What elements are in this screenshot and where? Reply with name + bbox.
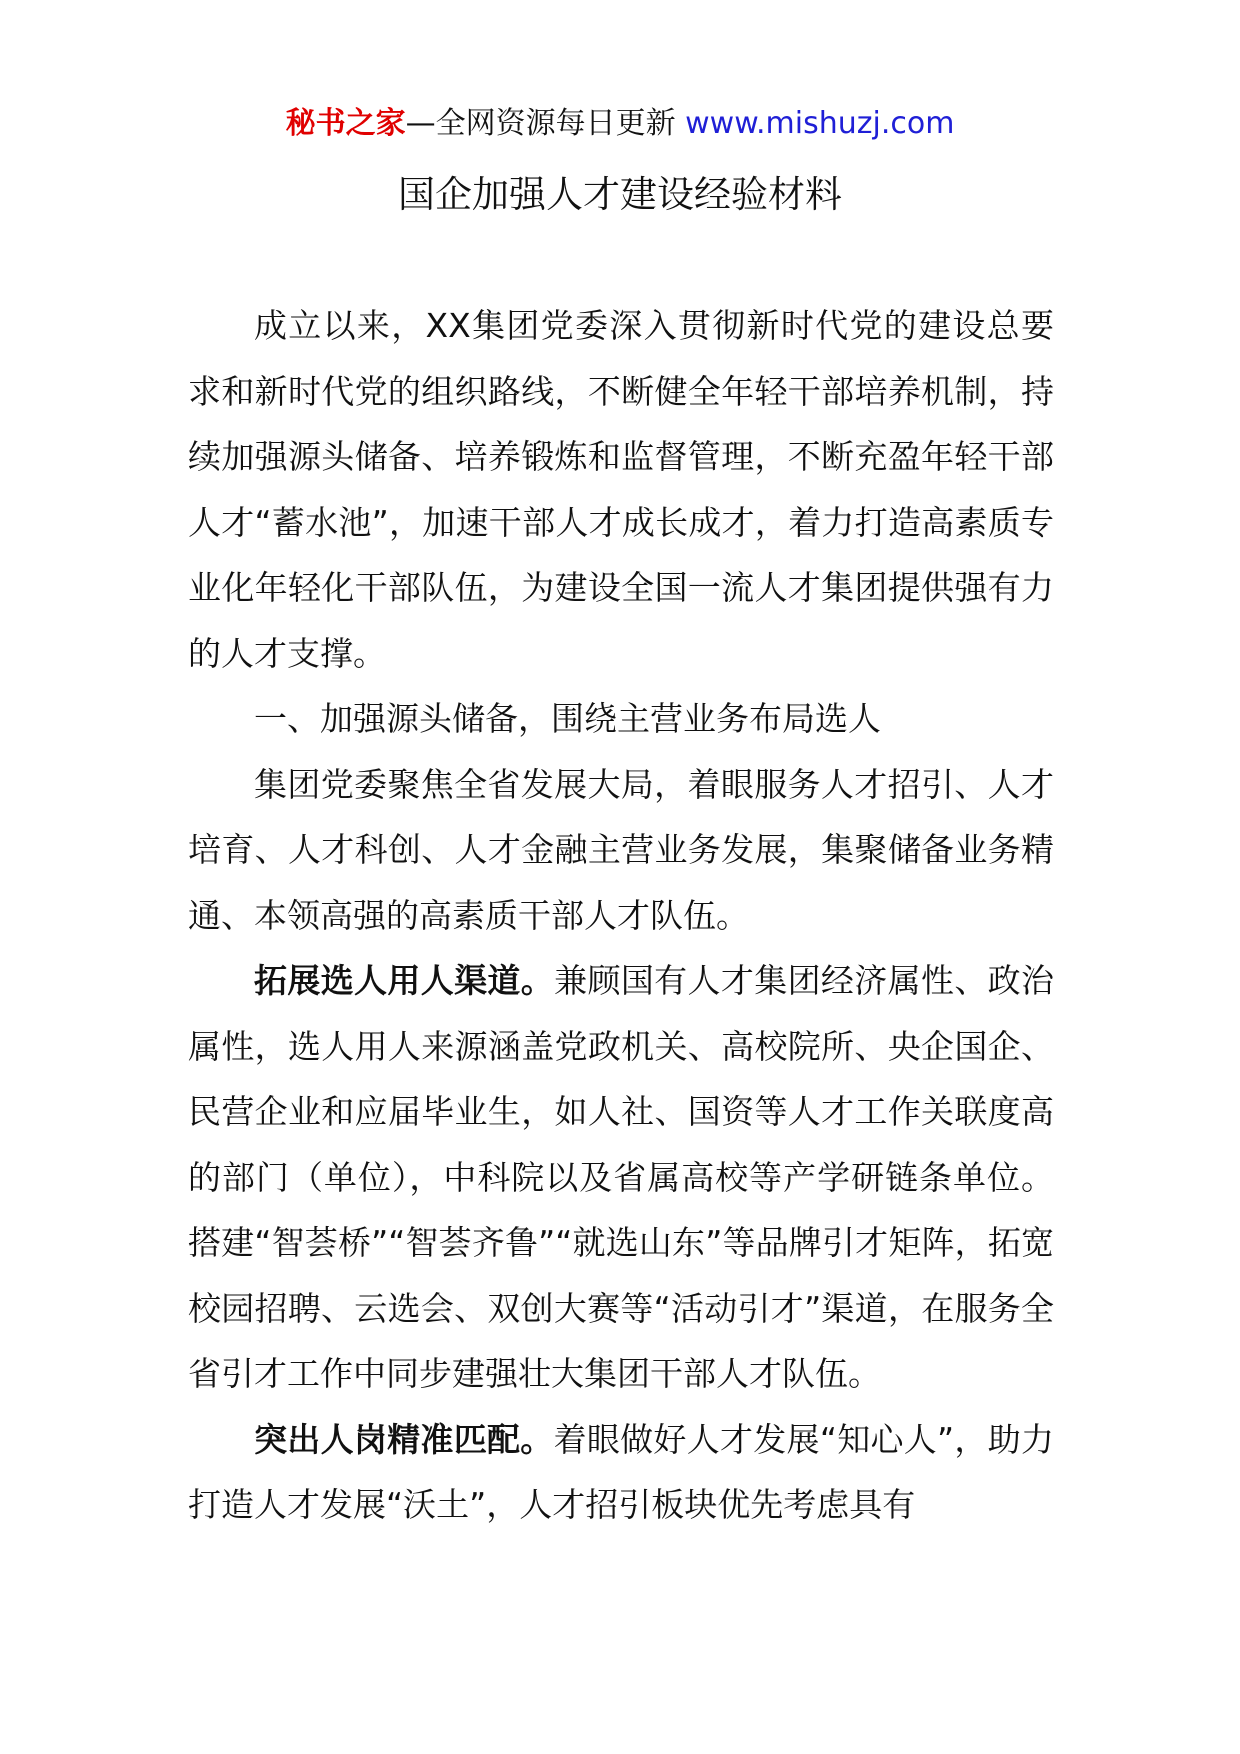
intro-paragraph: 成立以来，XX集团党委深入贯彻新时代党的建设总要求和新时代党的组织路线，不断健全年轻干部培养机制，持续加强源头储备、培养锻炼和监督管理，不断充盈年轻干部人才“蓄水池”，加速干部人才成长成才，着力打造高素质专业化年轻化干部队伍，为建设全国一流人才集团提供强有力的人才支撑。	[188, 306, 1054, 673]
point-paragraph-1	[188, 948, 1054, 1407]
document-title: 国企加强人才建设经验材料	[398, 173, 842, 216]
point-lead-2: 突出人岗精准匹配。	[254, 1419, 554, 1459]
point-text-1: 兼顾国有人才集团经济属性、政治属性，选人用人来源涵盖党政机关、高校院所、央企国企、民营企业和应届毕业生，如人社、国资等人才工作关联度高的部门（单位），中科院以及省属高校等产学研链条单位。搭建“智荟桥”“智荟齐鲁”“就选山东”等品牌引才矩阵，拓宽校园招聘、云选会、双创大赛等“活动引才”渠道，在服务全省引才工作中同步建强壮大集团干部人才队伍。	[188, 961, 1055, 1393]
point-paragraph-2	[188, 1407, 1054, 1538]
site-header	[0, 100, 1240, 148]
section-paragraph: 集团党委聚焦全省发展大局，着眼服务人才招引、人才培育、人才科创、人才金融主营业务发展，集聚储备业务精通、本领高强的高素质干部人才队伍。	[188, 764, 1054, 935]
document-body	[188, 293, 1054, 1538]
site-url-link[interactable]: www.mishuzj.com	[685, 106, 955, 141]
site-tagline: —全网资源每日更新	[405, 106, 686, 141]
point-text-2: 着眼做好人才发展“知心人”，助力打造人才发展“沃土”，人才招引板块优先考虑具有	[188, 1419, 1055, 1524]
site-name: 秘书之家	[285, 106, 406, 141]
section-heading: 一、加强源头储备，围绕主营业务布局选人	[254, 699, 881, 738]
point-lead-1: 拓展选人用人渠道。	[254, 961, 555, 1000]
